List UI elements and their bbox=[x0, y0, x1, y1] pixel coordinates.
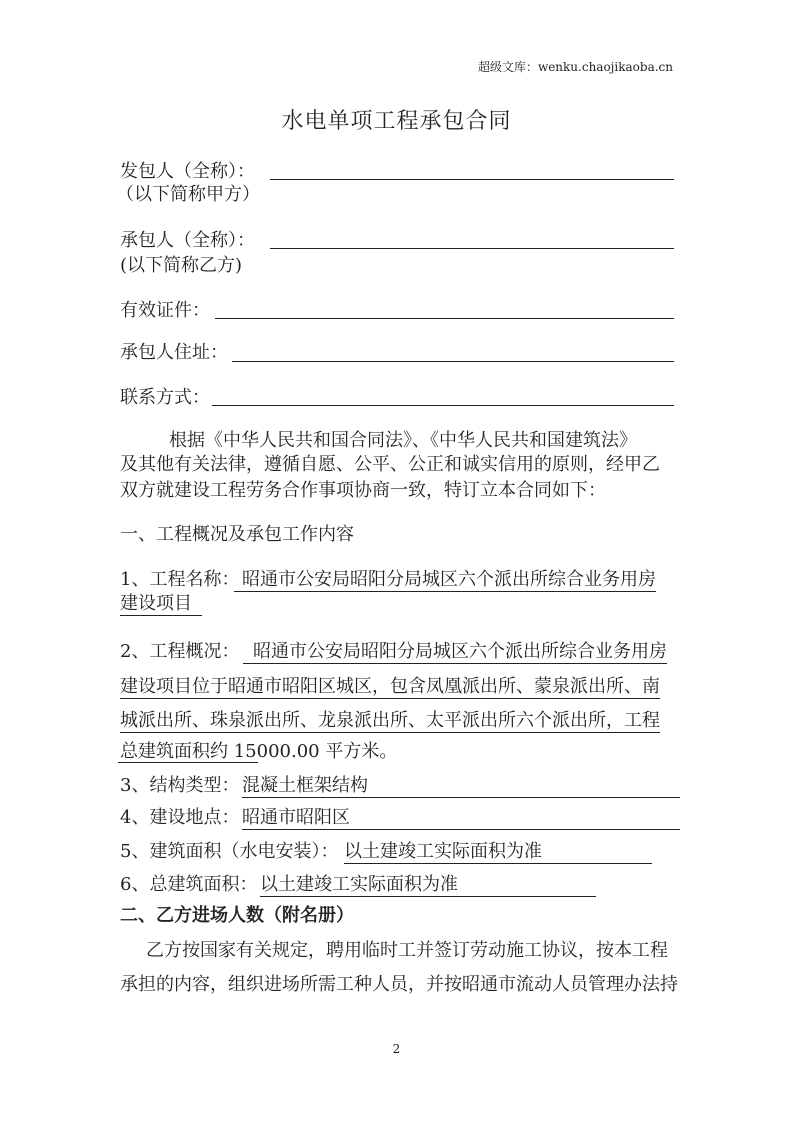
address-label: 承包人住址： bbox=[120, 342, 228, 363]
section2-line: 承担的内容，组织进场所需工种人员，并按昭通市流动人员管理办法持 bbox=[120, 974, 678, 995]
item1-label: 1、工程名称： bbox=[120, 569, 240, 590]
item2-value: 总建筑面积约 15000.00 平方米。 bbox=[120, 741, 398, 762]
contractor-field[interactable] bbox=[270, 248, 674, 249]
item5-value: 以土建竣工实际面积为准 bbox=[344, 841, 652, 864]
item2-value: 建设项目位于昭通市昭阳区城区，包含凤凰派出所、蒙泉派出所、南 bbox=[120, 676, 660, 697]
id-label: 有效证件： bbox=[120, 300, 210, 321]
item2-value: 城派出所、珠泉派出所、龙泉派出所、太平派出所六个派出所，工程 bbox=[120, 710, 660, 731]
item5-label: 5、建筑面积（水电安装）： bbox=[120, 841, 339, 862]
intro-line: 根据《中华人民共和国合同法》、《中华人民共和国建筑法》 bbox=[169, 430, 637, 451]
section2-line: 乙方按国家有关规定，聘用临时工并签订劳动施工协议，按本工程 bbox=[146, 940, 668, 961]
item3-value: 混凝土框架结构 bbox=[242, 775, 680, 798]
id-field[interactable] bbox=[215, 318, 674, 319]
employer-label: 发包人（全称）： bbox=[120, 161, 255, 182]
contractor-note: (以下简称乙方) bbox=[120, 255, 243, 276]
divider bbox=[118, 762, 258, 763]
item3-label: 3、结构类型： bbox=[120, 775, 240, 796]
item4-value: 昭通市昭阳区 bbox=[242, 807, 680, 830]
intro-line: 双方就建设工程劳务合作事项协商一致，特订立本合同如下： bbox=[120, 480, 606, 501]
item4-label: 4、建设地点： bbox=[120, 807, 240, 828]
item1-value: 昭通市公安局昭阳分局城区六个派出所综合业务用房 bbox=[234, 569, 656, 592]
page-title: 水电单项工程承包合同 bbox=[281, 109, 512, 134]
contractor-label: 承包人（全称）： bbox=[120, 230, 255, 251]
intro-line: 及其他有关法律，遵循自愿、公平、公正和诚实信用的原则，经甲乙 bbox=[120, 454, 660, 475]
contact-label: 联系方式： bbox=[120, 387, 210, 408]
item2-label: 2、工程概况： bbox=[120, 641, 240, 662]
employer-note: （以下简称甲方） bbox=[116, 184, 260, 205]
page-header: 超级文库：wenku.chaojikaoba.cn bbox=[477, 60, 673, 74]
item6-value: 以土建竣工实际面积为准 bbox=[260, 874, 596, 897]
section1-heading: 一、工程概况及承包工作内容 bbox=[120, 524, 354, 545]
item2-value: 昭通市公安局昭阳分局城区六个派出所综合业务用房 bbox=[243, 641, 667, 664]
contact-field[interactable] bbox=[212, 405, 674, 406]
page-number: 2 bbox=[392, 1042, 401, 1056]
employer-field[interactable] bbox=[270, 179, 674, 180]
section2-heading: 二、乙方进场人数（附名册） bbox=[120, 905, 354, 926]
item6-label: 6、总建筑面积： bbox=[120, 874, 258, 895]
item1-value: 建设项目 bbox=[120, 593, 202, 616]
address-field[interactable] bbox=[232, 361, 674, 362]
